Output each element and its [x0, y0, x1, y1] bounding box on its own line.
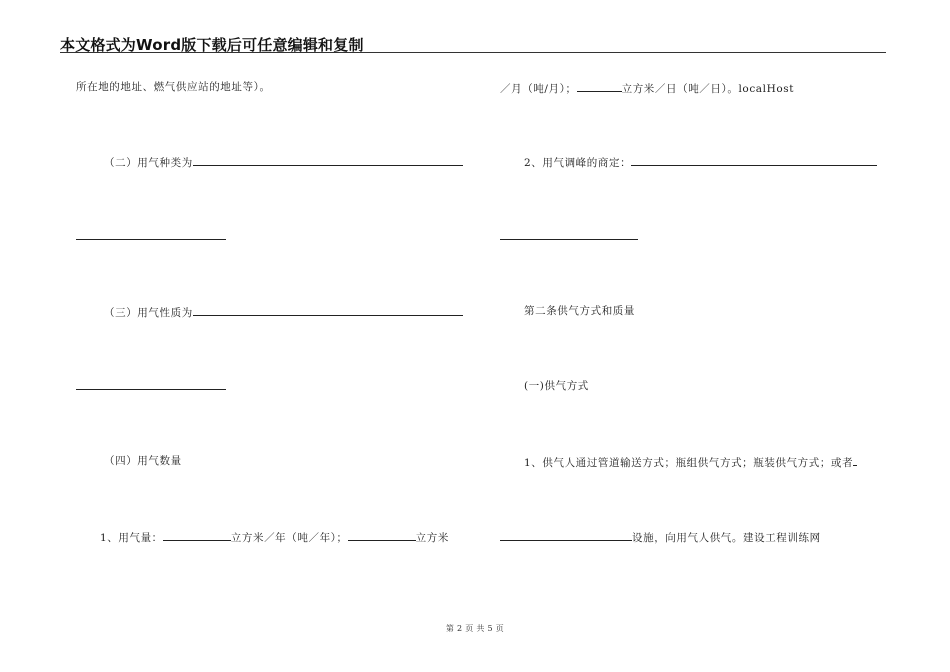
monthly-unit-cont: ／月（吨/月）；: [500, 83, 577, 95]
article-two-heading: 第二条供气方式和质量: [524, 305, 635, 317]
peak-shaving-blank: [631, 154, 877, 166]
peak-shaving-continuation-blank: [500, 239, 638, 240]
gas-type-label: （二）用气种类为: [104, 157, 193, 169]
monthly-volume-blank: [348, 529, 416, 541]
left-gas-volume-row: [100, 529, 449, 545]
supply-method-options: [524, 454, 857, 470]
daily-unit-text: 立方米／日（吨／日）。localHost: [621, 83, 795, 95]
left-paragraph-address: 所在地的地址、燃气供应站的地址等）。: [76, 81, 271, 93]
supply-facility-text: 设施，向用气人供气。建设工程训练网: [632, 532, 821, 544]
gas-nature-label: （三）用气性质为: [104, 307, 193, 319]
left-gas-type-row: [104, 154, 463, 170]
gas-volume-label: 1、用气量：: [100, 532, 163, 544]
document-header-title: 本文格式为Word版下载后可任意编辑和复制: [60, 36, 364, 54]
header-divider: [60, 52, 886, 53]
left-gas-nature-row: [104, 304, 463, 320]
supply-other-blank: [500, 529, 632, 541]
peak-shaving-label: 2、用气调峰的商定：: [524, 157, 632, 169]
daily-volume-blank: [577, 80, 622, 92]
annual-volume-blank: [163, 529, 231, 541]
page-number: 第 2 页 共 5 页: [445, 624, 505, 633]
supply-other-blank-start: [853, 454, 857, 466]
gas-nature-blank: [193, 304, 463, 316]
right-peak-row: [524, 154, 877, 170]
supply-facility-row: [500, 529, 821, 545]
right-volume-row: [500, 80, 794, 96]
supply-method-heading: (一)供气方式: [524, 380, 589, 392]
left-gas-quantity-heading: （四）用气数量: [104, 455, 182, 467]
gas-type-continuation-blank: [76, 239, 226, 240]
annual-unit-text: 立方米／年（吨／年）；: [230, 532, 348, 544]
monthly-unit-text: 立方米: [415, 532, 449, 544]
gas-type-blank: [193, 154, 463, 166]
gas-nature-continuation-blank: [76, 389, 226, 390]
supply-method-text: 1、供气人通过管道输送方式；瓶组供气方式；瓶装供气方式；或者: [524, 457, 854, 469]
